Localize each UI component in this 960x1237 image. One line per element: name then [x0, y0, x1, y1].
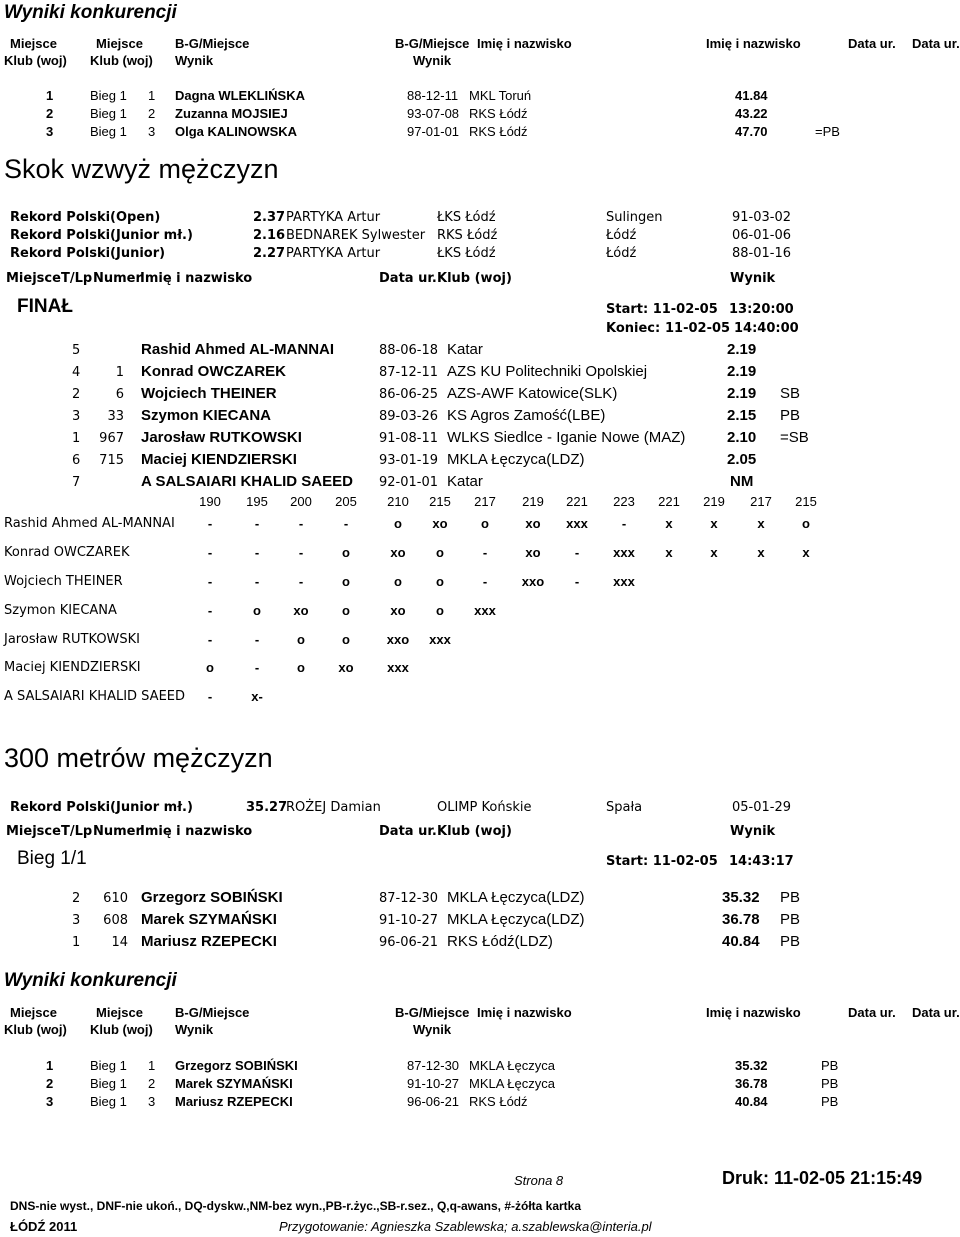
- record-note: PB: [780, 933, 801, 950]
- attempt-mark: -: [482, 545, 488, 560]
- attempt-mark: xo: [390, 545, 406, 560]
- attempt-mark: -: [574, 574, 580, 589]
- place: 4: [72, 365, 81, 380]
- attempt-mark: -: [207, 545, 213, 560]
- heat: Bieg 1: [90, 124, 127, 139]
- place: 3: [46, 124, 54, 139]
- bib-number: 14: [111, 935, 128, 950]
- place: 3: [72, 913, 81, 928]
- athlete-name: Szymon KIECANA: [141, 407, 272, 424]
- athlete-name: Jarosław RUTKOWSKI: [141, 429, 302, 446]
- col-header: Miejsce: [6, 824, 61, 839]
- attempt-mark: o: [206, 660, 214, 675]
- record-holder: ROŻEJ Damian: [286, 800, 381, 815]
- attempt-athlete-name: Konrad OWCZAREK: [4, 545, 130, 560]
- athlete-name: Konrad OWCZAREK: [141, 363, 286, 380]
- bib-number: 6: [115, 387, 124, 402]
- col-header: Miejsce: [6, 271, 61, 286]
- end-date: 11-02-05: [665, 321, 731, 336]
- record-club: OLIMP Końskie: [437, 800, 532, 815]
- result: 41.84: [735, 88, 768, 103]
- record-note: PB: [821, 1076, 839, 1091]
- prepared-by: Przygotowanie: Agnieszka Szablewska; a.szablewska@interia.pl: [279, 1219, 652, 1234]
- record-result: 2.16: [253, 228, 286, 243]
- result: 2.15: [727, 407, 757, 424]
- record-date: 91-03-02: [732, 210, 792, 225]
- height-bar-value: 217: [750, 494, 772, 509]
- page-number: Strona 8: [514, 1173, 564, 1188]
- col-header: Wynik: [730, 824, 776, 839]
- club: MKLA Łęczyca: [469, 1076, 555, 1091]
- start-time: 13:20:00: [729, 302, 794, 317]
- attempt-mark: -: [207, 516, 213, 531]
- heat: Bieg 1: [90, 1076, 127, 1091]
- height-bar-value: 219: [703, 494, 725, 509]
- attempt-mark: xo: [338, 660, 354, 675]
- attempt-mark: -: [298, 516, 304, 531]
- place: 7: [72, 475, 81, 490]
- result: 35.32: [735, 1058, 768, 1073]
- attempt-mark: o: [481, 516, 489, 531]
- heat-place: 2: [148, 106, 156, 121]
- birth-date: 87-12-11: [379, 365, 439, 380]
- athlete-name: Marek SZYMAŃSKI: [175, 1076, 293, 1091]
- club: RKS Łódź: [469, 1094, 528, 1109]
- col-header: Wynik: [175, 1022, 214, 1037]
- club: MKL Toruń: [469, 88, 532, 103]
- height-bar-value: 210: [387, 494, 409, 509]
- birth-date: 89-03-26: [379, 409, 439, 424]
- birth-date: 91-08-11: [379, 431, 439, 446]
- club: RKS Łódź(LDZ): [447, 933, 553, 950]
- bib-number: 715: [99, 453, 124, 468]
- heat-place: 1: [148, 1058, 156, 1073]
- attempt-athlete-name: Wojciech THEINER: [4, 574, 123, 589]
- col-header: Miejsce: [10, 1005, 57, 1020]
- club: WLKS Siedlce - Iganie Nowe (MAZ): [447, 429, 686, 446]
- col-header: Imię i nazwisko: [477, 1005, 572, 1020]
- place: 1: [72, 935, 81, 950]
- record-result: 35.27: [246, 800, 288, 815]
- attempt-mark: o: [394, 516, 402, 531]
- section-title-top: Wyniki konkurencji: [4, 2, 177, 23]
- attempt-mark: -: [254, 545, 260, 560]
- place: 2: [72, 891, 81, 906]
- record-note: SB: [780, 385, 801, 402]
- col-header: T/Lp: [61, 824, 93, 839]
- col-header: Miejsce: [10, 36, 57, 51]
- col-header: Wynik: [413, 1022, 452, 1037]
- athlete-name: A SALSAIARI KHALID SAEED: [141, 473, 353, 490]
- attempt-mark: xo: [390, 603, 406, 618]
- club: MKLA Łęczyca(LDZ): [447, 451, 585, 468]
- attempt-mark: xo: [432, 516, 448, 531]
- col-header: Imię i nazwisko: [706, 36, 801, 51]
- place: 6: [72, 453, 81, 468]
- attempt-mark: -: [254, 516, 260, 531]
- attempt-athlete-name: Rashid Ahmed AL-MANNAI: [4, 516, 175, 531]
- section-title-300m: 300 metrów mężczyzn: [4, 743, 273, 773]
- record-note: PB: [780, 889, 801, 906]
- attempt-mark: x-: [251, 689, 263, 704]
- place: 2: [46, 106, 54, 121]
- result: 47.70: [735, 124, 768, 139]
- club: KS Agros Zamość(LBE): [447, 407, 606, 424]
- attempt-mark: xxx: [613, 545, 635, 560]
- record-label: Rekord Polski(Junior mł.): [10, 228, 193, 243]
- attempt-athlete-name: Jarosław RUTKOWSKI: [4, 632, 141, 647]
- record-label: Rekord Polski(Junior): [10, 246, 166, 261]
- record-date: 88-01-16: [732, 246, 792, 261]
- col-header: Wynik: [730, 271, 776, 286]
- place: 2: [72, 387, 81, 402]
- club: MKLA Łęczyca(LDZ): [447, 889, 585, 906]
- record-place: Łódź: [606, 246, 637, 261]
- birth-date: 97-01-01: [407, 124, 460, 139]
- bib-number: 610: [103, 891, 128, 906]
- height-bar-value: 223: [613, 494, 635, 509]
- attempt-mark: xo: [293, 603, 309, 618]
- attempt-mark: o: [342, 545, 350, 560]
- col-header: Data ur.: [848, 1005, 896, 1020]
- heat: Bieg 1: [90, 1094, 127, 1109]
- print-timestamp: Druk: 11-02-05 21:15:49: [722, 1168, 923, 1188]
- record-result: 2.27: [253, 246, 286, 261]
- col-header: Klub (woj): [90, 1022, 153, 1037]
- attempt-mark: o: [436, 545, 444, 560]
- col-header: Wynik: [413, 53, 452, 68]
- attempt-mark: -: [254, 660, 260, 675]
- attempt-mark: xxx: [429, 632, 451, 647]
- heat-title: Bieg 1/1: [17, 848, 87, 869]
- col-header: B-G/Miejsce: [175, 36, 250, 51]
- col-header: Klub (woj): [4, 1022, 67, 1037]
- attempt-mark: o: [342, 574, 350, 589]
- athlete-name: Mariusz RZEPECKI: [175, 1094, 293, 1109]
- start-label: Start: 11-02-05: [606, 854, 718, 869]
- record-date: 06-01-06: [732, 228, 792, 243]
- start-label: Start: 11-02-05: [606, 302, 718, 317]
- attempt-mark: xxx: [613, 574, 635, 589]
- heat-place: 3: [148, 1094, 156, 1109]
- col-header: T/Lp: [61, 271, 93, 286]
- height-bar-value: 217: [474, 494, 496, 509]
- attempt-mark: o: [342, 632, 350, 647]
- attempt-mark: xxo: [521, 574, 545, 589]
- attempt-mark: o: [297, 660, 305, 675]
- result: 2.19: [727, 363, 757, 380]
- result: 2.19: [727, 341, 757, 358]
- place: 1: [46, 1058, 54, 1073]
- attempt-mark: xo: [525, 545, 541, 560]
- attempt-mark: xxx: [566, 516, 588, 531]
- col-header: Imię i nazwisko: [140, 824, 253, 839]
- attempt-mark: xxx: [387, 660, 409, 675]
- athlete-name: Wojciech THEINER: [141, 385, 277, 402]
- col-header: Data ur.: [912, 36, 960, 51]
- record-holder: PARTYKA Artur: [286, 210, 381, 225]
- height-bar-value: 195: [246, 494, 268, 509]
- col-header: Klub (woj): [437, 824, 512, 839]
- birth-date: 88-06-18: [379, 343, 439, 358]
- attempt-athlete-name: A SALSAIARI KHALID SAEED: [4, 689, 186, 704]
- athlete-name: Olga KALINOWSKA: [175, 124, 298, 139]
- attempt-athlete-name: Maciej KIENDZIERSKI: [4, 660, 141, 675]
- athlete-name: Grzegorz SOBIŃSKI: [141, 889, 283, 906]
- record-note: =SB: [780, 429, 809, 446]
- col-header: Numer: [93, 271, 142, 286]
- height-bar-value: 221: [658, 494, 680, 509]
- birth-date: 88-12-11: [407, 88, 459, 103]
- club: RKS Łódź: [469, 106, 528, 121]
- club: Katar: [447, 341, 483, 358]
- result: 43.22: [735, 106, 768, 121]
- birth-date: 93-01-19: [379, 453, 439, 468]
- attempt-athlete-name: Szymon KIECANA: [4, 603, 117, 618]
- attempt-mark: -: [621, 516, 627, 531]
- record-place: Sulingen: [606, 210, 663, 225]
- result: 35.32: [722, 889, 760, 906]
- result: 2.19: [727, 385, 757, 402]
- birth-date: 92-01-01: [379, 475, 439, 490]
- heat-place: 2: [148, 1076, 156, 1091]
- birth-date: 96-06-21: [407, 1094, 460, 1109]
- start-time: 14:43:17: [729, 854, 794, 869]
- col-header: Data ur.: [379, 271, 437, 286]
- col-header: Imię i nazwisko: [140, 271, 253, 286]
- attempt-mark: -: [207, 574, 213, 589]
- club: MKLA Łęczyca: [469, 1058, 555, 1073]
- attempt-mark: x: [665, 516, 673, 531]
- attempt-mark: -: [207, 689, 213, 704]
- heat-place: 1: [148, 88, 156, 103]
- section-title-high-jump: Skok wzwyż mężczyzn: [4, 154, 279, 184]
- section-title-bottom: Wyniki konkurencji: [4, 970, 177, 991]
- height-bar-value: 200: [290, 494, 312, 509]
- col-header: Imię i nazwisko: [477, 36, 572, 51]
- result: 2.05: [727, 451, 757, 468]
- attempt-mark: x: [757, 516, 765, 531]
- heat-place: 3: [148, 124, 156, 139]
- attempt-mark: -: [482, 574, 488, 589]
- place: 3: [72, 409, 81, 424]
- record-club: ŁKS Łódź: [437, 246, 496, 261]
- record-label: Rekord Polski(Junior mł.): [10, 800, 193, 815]
- col-header: Klub (woj): [437, 271, 512, 286]
- col-header: Data ur.: [912, 1005, 960, 1020]
- place: 3: [46, 1094, 54, 1109]
- result: 2.10: [727, 429, 757, 446]
- record-club: RKS Łódź: [437, 228, 498, 243]
- record-label: Rekord Polski(Open): [10, 210, 161, 225]
- record-note: PB: [821, 1058, 839, 1073]
- record-date: 05-01-29: [732, 800, 792, 815]
- attempt-mark: o: [297, 632, 305, 647]
- height-bar-value: 219: [522, 494, 544, 509]
- place: 1: [46, 88, 54, 103]
- record-place: Spała: [606, 800, 643, 815]
- athlete-name: Maciej KIENDZIERSKI: [141, 451, 297, 468]
- col-header: B-G/Miejsce: [395, 1005, 470, 1020]
- attempt-mark: x: [665, 545, 673, 560]
- attempt-mark: o: [253, 603, 261, 618]
- col-header: Wynik: [175, 53, 214, 68]
- club: MKLA Łęczyca(LDZ): [447, 911, 585, 928]
- record-result: 2.37: [253, 210, 286, 225]
- club: AZS-AWF Katowice(SLK): [447, 385, 618, 402]
- record-club: ŁKS Łódź: [437, 210, 496, 225]
- col-header: Klub (woj): [4, 53, 67, 68]
- attempt-mark: -: [207, 632, 213, 647]
- attempt-mark: xo: [525, 516, 541, 531]
- attempt-mark: -: [254, 574, 260, 589]
- attempt-mark: -: [207, 603, 213, 618]
- heat: Bieg 1: [90, 1058, 127, 1073]
- record-place: Łódź: [606, 228, 637, 243]
- record-note: PB: [821, 1094, 839, 1109]
- birth-date: 87-12-30: [379, 891, 439, 906]
- athlete-name: Dagna WLEKLIŃSKA: [175, 88, 305, 103]
- athlete-name: Grzegorz SOBIŃSKI: [175, 1058, 298, 1073]
- birth-date: 91-10-27: [407, 1076, 460, 1091]
- col-header: Miejsce: [96, 1005, 143, 1020]
- attempt-mark: -: [254, 632, 260, 647]
- athlete-name: Mariusz RZEPECKI: [141, 933, 277, 950]
- birth-date: 96-06-21: [379, 935, 439, 950]
- bib-number: 967: [99, 431, 124, 446]
- attempt-mark: -: [298, 545, 304, 560]
- result: 36.78: [735, 1076, 768, 1091]
- birth-date: 87-12-30: [407, 1058, 460, 1073]
- place: 5: [72, 343, 81, 358]
- result: 40.84: [722, 933, 760, 950]
- height-bar-value: 205: [335, 494, 357, 509]
- heat: Bieg 1: [90, 106, 127, 121]
- col-header: Data ur.: [379, 824, 437, 839]
- col-header: B-G/Miejsce: [395, 36, 470, 51]
- height-bar-value: 190: [199, 494, 221, 509]
- athlete-name: Zuzanna MOJSIEJ: [175, 106, 288, 121]
- result: 40.84: [735, 1094, 768, 1109]
- col-header: Data ur.: [848, 36, 896, 51]
- place: 1: [72, 431, 81, 446]
- athlete-name: Marek SZYMAŃSKI: [141, 911, 277, 928]
- attempt-mark: o: [436, 603, 444, 618]
- place: 2: [46, 1076, 54, 1091]
- record-note: PB: [780, 407, 801, 424]
- athlete-name: Rashid Ahmed AL-MANNAI: [141, 341, 335, 358]
- end-label: Koniec:: [606, 321, 661, 336]
- attempt-mark: -: [298, 574, 304, 589]
- attempt-mark: o: [436, 574, 444, 589]
- birth-date: 91-10-27: [379, 913, 439, 928]
- col-header: Numer: [93, 824, 142, 839]
- birth-date: 86-06-25: [379, 387, 439, 402]
- attempt-mark: o: [802, 516, 810, 531]
- bib-number: 1: [115, 365, 124, 380]
- club: RKS Łódź: [469, 124, 528, 139]
- bib-number: 608: [103, 913, 128, 928]
- height-bar-value: 215: [795, 494, 817, 509]
- attempt-mark: x: [710, 545, 718, 560]
- attempt-mark: xxo: [386, 632, 410, 647]
- club: AZS KU Politechniki Opolskiej: [447, 363, 648, 380]
- col-header: Imię i nazwisko: [706, 1005, 801, 1020]
- birth-date: 93-07-08: [407, 106, 460, 121]
- attempt-mark: x: [757, 545, 765, 560]
- attempt-mark: o: [394, 574, 402, 589]
- attempt-mark: -: [574, 545, 580, 560]
- result: NM: [730, 473, 754, 490]
- height-bar-value: 221: [566, 494, 588, 509]
- bib-number: 33: [107, 409, 124, 424]
- record-holder: PARTYKA Artur: [286, 246, 381, 261]
- abbreviation-legend: DNS-nie wyst., DNF-nie ukoń., DQ-dyskw.,NM-bez wyn.,PB-r.życ.,SB-r.sez., Q,q-awans, #-żółta kartka: [10, 1199, 582, 1213]
- attempt-mark: o: [342, 603, 350, 618]
- record-holder: BEDNAREK Sylwester: [286, 228, 426, 243]
- result: 36.78: [722, 911, 760, 928]
- end-time: 14:40:00: [734, 321, 799, 336]
- record-note: =PB: [815, 124, 840, 139]
- club: Katar: [447, 473, 483, 490]
- footer-city: ŁÓDŹ 2011: [10, 1219, 78, 1234]
- stage-title: FINAŁ: [17, 296, 73, 317]
- attempt-mark: xxx: [474, 603, 496, 618]
- col-header: Klub (woj): [90, 53, 153, 68]
- attempt-mark: x: [802, 545, 810, 560]
- col-header: Miejsce: [96, 36, 143, 51]
- attempt-mark: -: [343, 516, 349, 531]
- heat: Bieg 1: [90, 88, 127, 103]
- record-note: PB: [780, 911, 801, 928]
- col-header: B-G/Miejsce: [175, 1005, 250, 1020]
- height-bar-value: 215: [429, 494, 451, 509]
- attempt-mark: x: [710, 516, 718, 531]
